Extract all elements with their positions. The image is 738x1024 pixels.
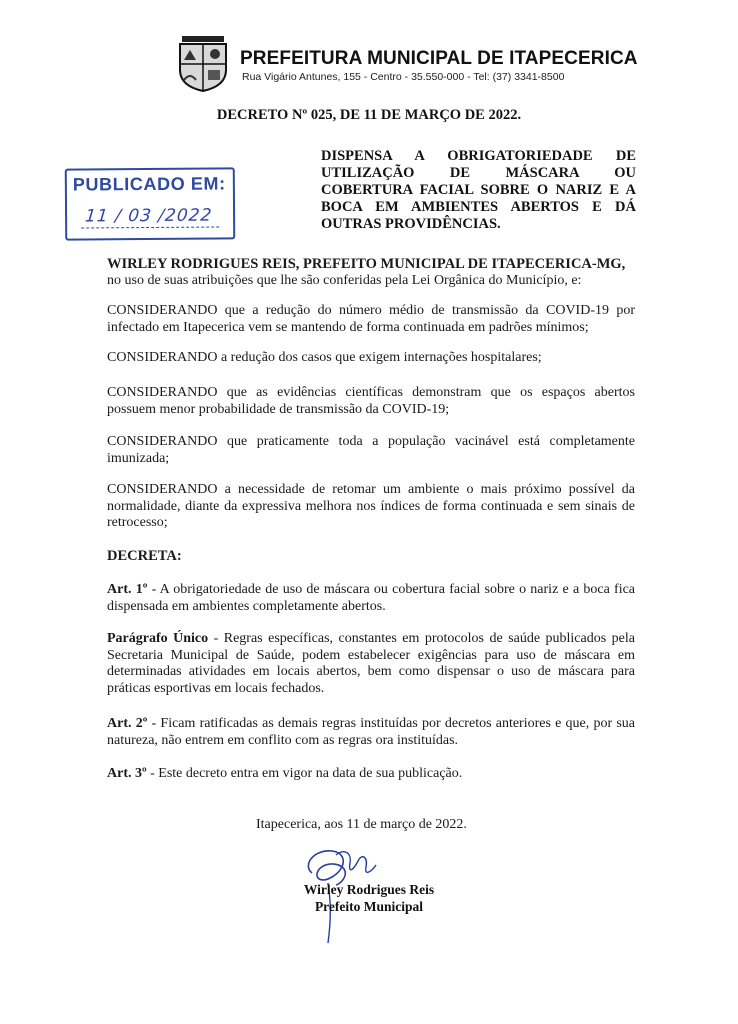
- organization-name: PREFEITURA MUNICIPAL DE ITAPECERICA: [240, 48, 638, 69]
- article-text: - Ficam ratificadas as demais regras instituídas por decretos anteriores e que, por sua natureza, não entrem em conflito com as regras ora instituídas.: [107, 716, 636, 748]
- preamble: [107, 256, 635, 289]
- article-2: [107, 716, 635, 749]
- publication-stamp: [65, 167, 235, 240]
- article-text: - Este decreto entra em vigor na data de sua publicação.: [146, 766, 463, 781]
- place-and-date: Itapecerica, aos 11 de março de 2022.: [256, 817, 467, 832]
- stamp-label: PUBLICADO EM:: [72, 173, 226, 195]
- organization-address: Rua Vigário Antunes, 155 - Centro - 35.550-000 - Tel: (37) 3341-8500: [242, 71, 565, 83]
- article-label: Art. 1º: [107, 582, 148, 597]
- stamp-date: 11 / 03 /2022: [84, 205, 214, 227]
- article-text: - A obrigatoriedade de uso de máscara ou cobertura facial sobre o nariz e a boca fica dispensada em ambientes completamente abertos.: [107, 582, 636, 614]
- consideration-paragraph: CONSIDERANDO que a redução do número médio de transmissão da COVID-19 por infectado em Itapecerica vem se mantendo de forma continuada em padrões mínimos;: [107, 303, 635, 335]
- preamble-text: no uso de suas atribuições que lhe são conferidas pela Lei Orgânica do Município, e:: [107, 273, 582, 288]
- signatory-title: Prefeito Municipal: [314, 899, 424, 914]
- article-3: [107, 766, 635, 783]
- signatory-name: Wirley Rodrigues Reis: [303, 882, 435, 897]
- article-text: - Regras específicas, constantes em protocolos de saúde publicados pela Secretaria Municipal de Saúde, podem estabelecer exigências para uso de máscara em determinadas atividades em locais abertos, bem como dispensar o uso de máscara para práticas esportivas em locais fechados.: [107, 631, 635, 696]
- consideration-paragraph: CONSIDERANDO a necessidade de retomar um ambiente o mais próximo possível da normalidade, diante da expressiva melhora nos índices de forma continuada e sem sinais de retrocesso;: [107, 482, 635, 530]
- article-label: Parágrafo Único: [107, 631, 209, 646]
- article-label: Art. 3º: [107, 766, 147, 781]
- stamp-date-underline: [81, 227, 219, 229]
- sole-paragraph: [107, 631, 635, 697]
- consideration-paragraph: CONSIDERANDO que praticamente toda a população vacinável está completamente imunizada;: [107, 434, 635, 466]
- consideration-paragraph: CONSIDERANDO que as evidências científicas demonstram que os espaços abertos possuem menor probabilidade de transmissão da COVID-19;: [107, 385, 635, 417]
- consideration-paragraph: CONSIDERANDO a redução dos casos que exigem internações hospitalares;: [107, 350, 542, 365]
- decreta-heading: DECRETA:: [107, 548, 182, 564]
- decree-summary: DISPENSA A OBRIGATORIEDADE DE UTILIZAÇÃO DE MÁSCARA OU COBERTURA FACIAL SOBRE O NARIZ E A BOCA EM AMBIENTES ABERTOS E DÁ OUTRAS PROVIDÊNCIAS.: [321, 148, 636, 232]
- mayor-name: WIRLEY RODRIGUES REIS, PREFEITO MUNICIPAL DE ITAPECERICA-MG,: [107, 256, 626, 272]
- decree-title: DECRETO Nº 025, DE 11 DE MARÇO DE 2022.: [216, 107, 522, 123]
- municipal-coat-of-arms-icon: [176, 36, 230, 92]
- article-1: [107, 582, 635, 615]
- article-label: Art. 2º: [107, 716, 148, 731]
